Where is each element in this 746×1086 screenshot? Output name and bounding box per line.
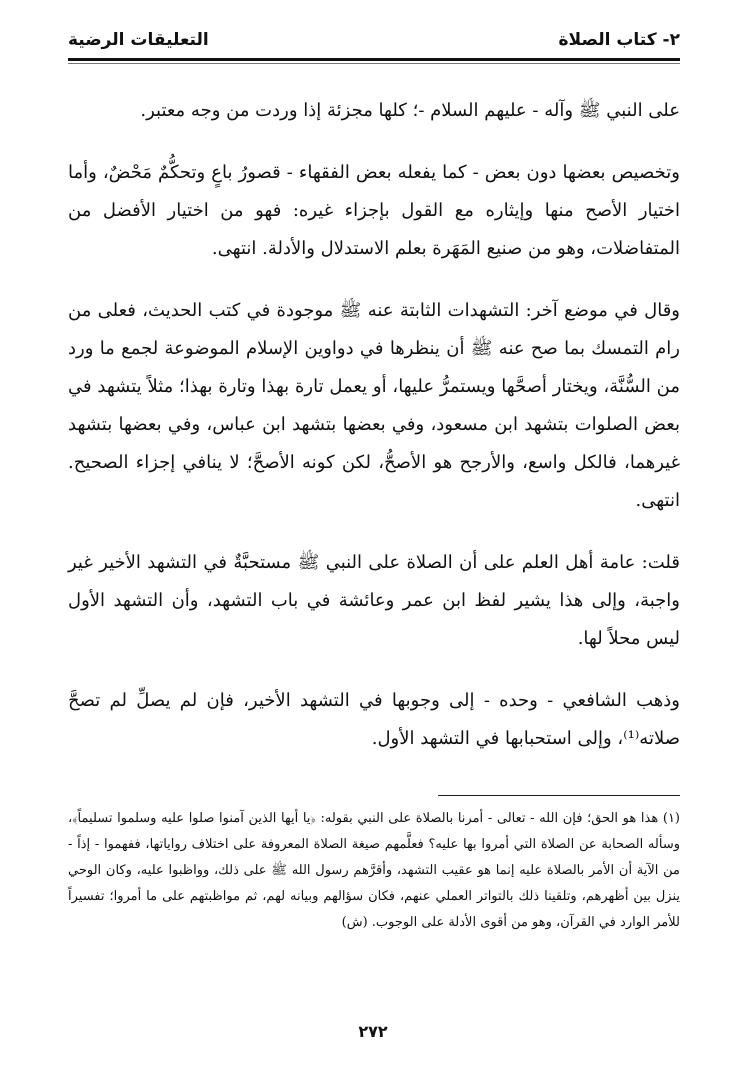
footnote-1: (١) هذا هو الحق؛ فإن الله - تعالى - أمرنا بالصلاة على النبي بقوله: ﴿يا أيها الذين آمنوا صلوا عليه وسلموا تسليماً﴾، وسأله الصحابة عن الصلاة التي أمروا بها عليه؟ فعلَّمهم صيغة الصلاة المعروفة على اختلاف رواياتها، ففهموا - إذاً - من الآية أن الأمر بالصلاة عليه إنما هو عقيب التشهد، وأقرَّهم رسول الله ﷺ على ذلك، وواظبوا عليه، وكان الوحي ينزل بين أظهرهم، وتلقينا ذلك بالتواتر العملي عنهم، فكان سؤالهم وبيانه لهم، ثم مواظبتهم على ما أمروا؛ تفسيراً للأمر الوارد في القرآن، وهو من أقوى الأدلة على الوجوب. (ش) xyxy=(68,811,680,930)
main-text xyxy=(68,92,680,782)
book-title: التعليقات الرضية xyxy=(68,30,209,50)
running-header xyxy=(68,28,680,62)
paragraph-4: قلت: عامة أهل العلم على أن الصلاة على النبي ﷺ مستحبَّةٌ في التشهد الأخير غير واجبة، وإلى هذا يشير لفظ ابن عمر وعائشة في باب التشهد، وأن التشهد الأول ليس محلاً لها. xyxy=(68,552,680,649)
header-rule-thin xyxy=(68,63,680,64)
footnotes xyxy=(68,806,680,936)
header-rule xyxy=(68,58,680,61)
paragraph-3: وقال في موضع آخر: التشهدات الثابتة عنه ﷺ موجودة في كتب الحديث، فعلى من رام التمسك بما صح عنه ﷺ أن ينظرها في دواوين الإسلام الموضوعة لجمع ما ورد من السُّنَّة، ويختار أصحَّها ويستمرُّ عليها، أو يعمل تارة بهذا وتارة بهذا؛ مثلاً يتشهد في بعض الصلوات بتشهد ابن مسعود، وفي بعضها بتشهد ابن عباس، وفي بعضها بتشهد غيرهما، فالكل واسع، والأرجح هو الأصحُّ، لكن كونه الأصحَّ؛ لا ينافي إجزاء الصحيح. انتهى. xyxy=(68,300,680,511)
paragraph-2: وتخصيص بعضها دون بعض - كما يفعله بعض الفقهاء - قصورُ باعٍ وتحكُّمٌ مَحْضٌ، وأما اختيار الأصح منها وإيثاره مع القول بإجزاء غيره: فهو من اختيار الأفضل من المتفاضلات، وهو من صنيع المَهَرة بعلم الاستدلال والأدلة. انتهى. xyxy=(68,162,680,259)
page-number: ٢٧٢ xyxy=(358,1022,388,1041)
chapter-title: ٢- كتاب الصلاة xyxy=(558,30,680,50)
footnote-separator xyxy=(438,795,680,796)
paragraph-1: على النبي ﷺ وآله - عليهم السلام -؛ كلها مجزئة إذا وردت من وجه معتبر. xyxy=(140,100,680,121)
paragraph-5: وذهب الشافعي - وحده - إلى وجوبها في التشهد الأخير، فإن لم يصلِّ لم تصحَّ صلاته⁽¹⁾، وإلى استحبابها في التشهد الأول. xyxy=(68,690,680,749)
